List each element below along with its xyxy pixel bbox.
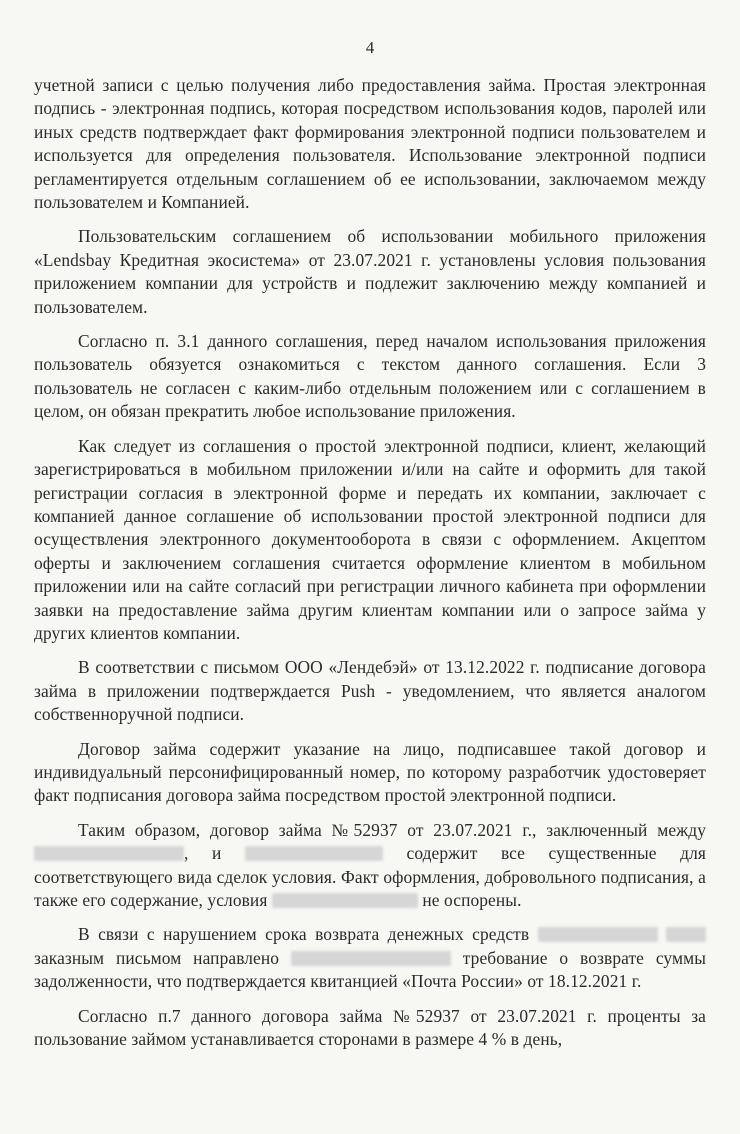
paragraph-7-text-4: не оспорены. — [422, 890, 522, 910]
paragraph-8-text-3: требование о возврате суммы задолженности, что подтверждается квитанцией «Почта России» от 18.12.2021 г. — [34, 947, 706, 992]
paragraph-7-text-1: Таким образом, договор займа №52937 от 23.07.2021 г., заключенный между — [78, 819, 706, 840]
redacted-block — [538, 927, 658, 942]
redacted-block — [34, 846, 184, 861]
paragraph-5: В соответствии с письмом ООО «Лендебэй» от 13.12.2022 г. подписание договора займа в приложении подтверждается Push - уведомлением, что является аналогом собственноручной подписи. — [34, 657, 706, 725]
redacted-block — [291, 951, 451, 966]
paragraph-8 — [34, 923, 706, 993]
paragraph-6: Договор займа содержит указание на лицо, подписавшее такой договор и индивидуальный персонифицированный номер, по которому разработчик удостоверяет факт подписания договора займа посредством простой электронной подписи. — [34, 738, 706, 806]
paragraph-9: Согласно п.7 данного договора займа №52937 от 23.07.2021 г. проценты за пользование займом устанавливается сторонами в размере 4 % в день, — [34, 1005, 706, 1050]
redacted-block — [245, 846, 383, 861]
paragraph-7 — [34, 819, 706, 913]
paragraph-4: Как следует из соглашения о простой электронной подписи, клиент, желающий зарегистрироваться в мобильном приложении и/или на сайте и оформить для такой регистрации согласия в электронной форме и передать их компании, заключает с компанией данное соглашение об использовании простой электронной подписи для осуществления электронного документооборота в связи с оформлением. Акцептом оферты и заключением соглашения считается оформление клиентом в мобильном приложении или на сайте согласий при регистрации личного кабинета при оформлении заявки на предоставление займа другим клиентам компании или о запросе займа у других клиентов компании. — [34, 435, 706, 643]
paragraph-2: Пользовательским соглашением об использовании мобильного приложения «Lendsbay Кредитная экосистема» от 23.07.2021 г. установлены условия пользования приложением компании для устройств и подлежит заключению между компанией и пользователем. — [34, 226, 706, 317]
paragraph-7-text-3: содержит все существенные для соответствующего вида сделок условия. Факт оформления, добровольного подписания, а также его содержание, условия — [34, 843, 706, 910]
paragraph-8-text-1: В связи с нарушением срока возврата денежных средств — [78, 924, 530, 945]
paragraph-8-text-2: заказным письмом направлено — [34, 947, 280, 968]
paragraph-1: учетной записи с целью получения либо предоставления займа. Простая электронная подпись - электронная подпись, которая посредством использования кодов, паролей или иных средств подтверждает факт формирования электронной подписи пользователем и используется для определения пользователя. Использование электронной подписи регламентируется отдельным соглашением об ее использовании, заключаемом между пользователем и Компанией. — [34, 75, 706, 213]
redacted-block — [272, 893, 418, 908]
paragraph-3: Согласно п. 3.1 данного соглашения, перед началом использования приложения пользователь обязуется ознакомиться с текстом данного соглашения. Если 3 пользователь не согласен с каким-либо отдельным положением или с соглашением в целом, он обязан прекратить любое использование приложения. — [34, 331, 706, 422]
paragraph-7-text-2: , и — [184, 843, 222, 864]
page-number: 4 — [365, 38, 375, 57]
document-body — [34, 74, 706, 1062]
redacted-block — [666, 927, 706, 942]
